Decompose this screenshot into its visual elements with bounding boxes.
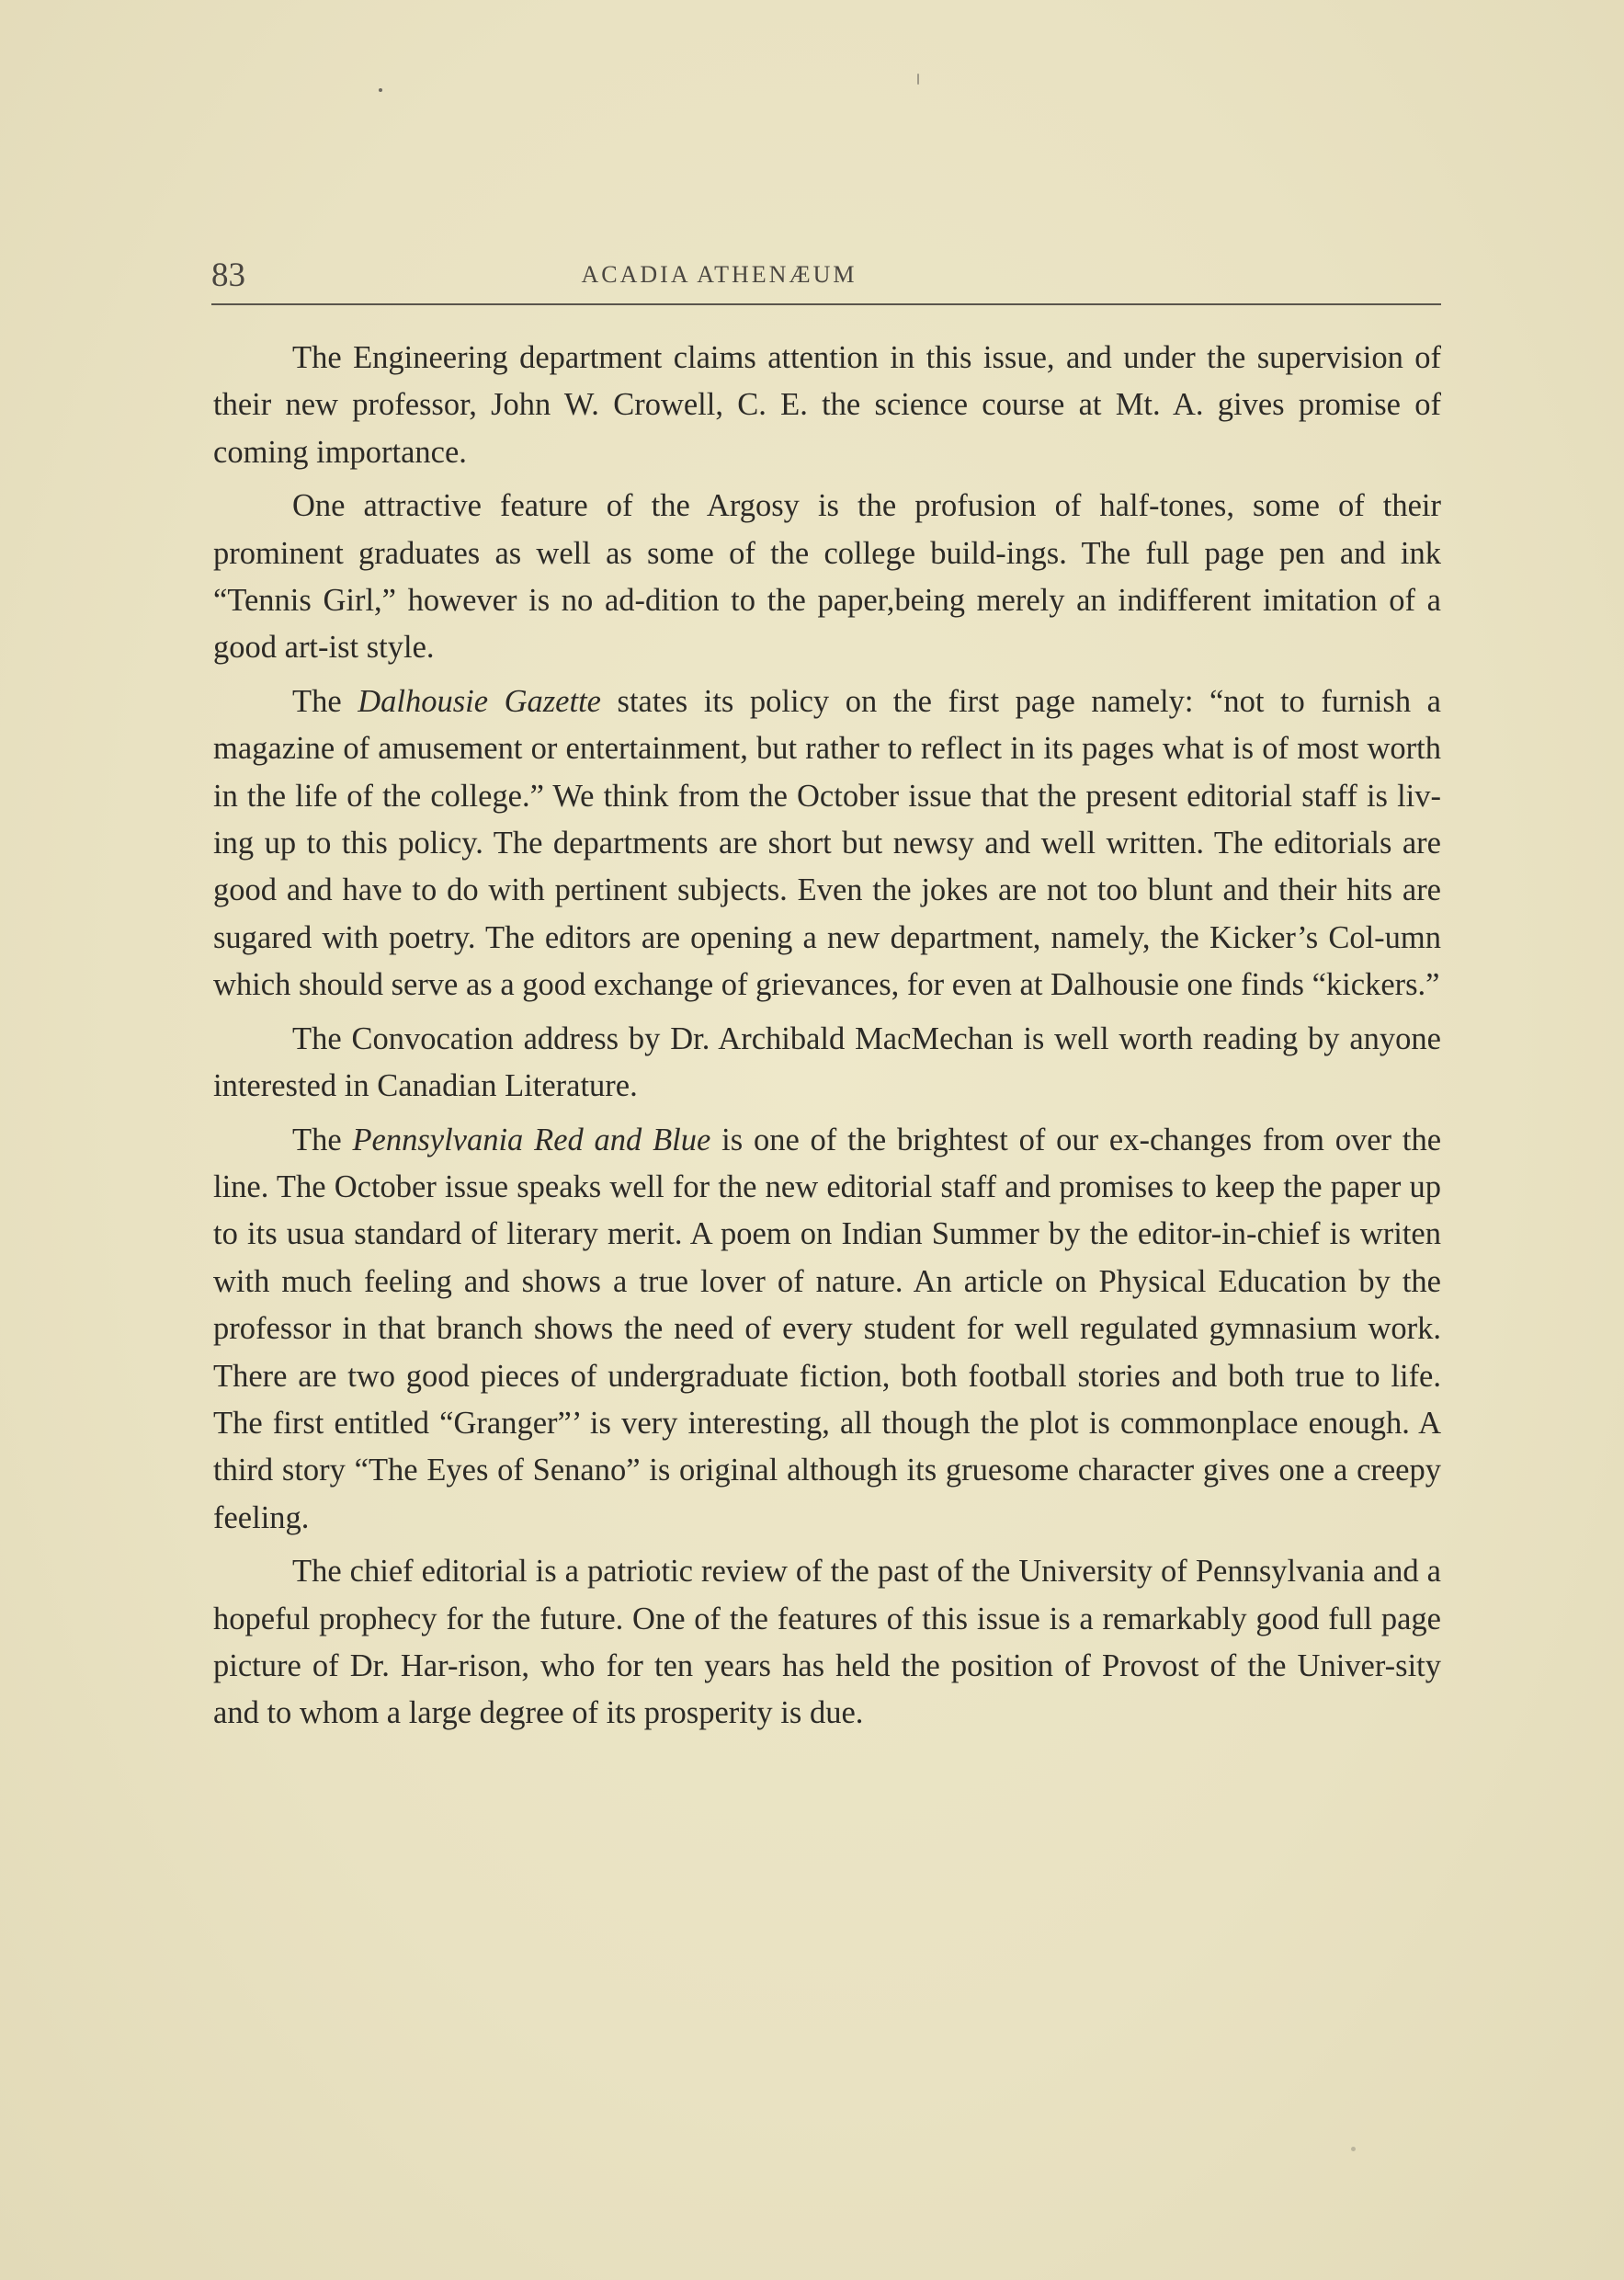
- paper-speck: [917, 74, 919, 85]
- running-head: ACADIA ATHENÆUM: [581, 261, 857, 288]
- paragraph-lead: The: [292, 683, 358, 719]
- header-rule: [211, 303, 1441, 305]
- paragraph-chief-editorial: The chief editorial is a patriotic review of the past of the University of Pennsylvania and a hopeful prophecy for the future. One of the features of this issue is a remarkably good full page picture of Dr. Har-rison, who for ten years has held the position of Provost of the Univer-sity and to whom a large degree of its prosperity is due.: [213, 1554, 1441, 1731]
- paragraph-lead: The: [292, 1122, 353, 1157]
- paper-speck: [379, 88, 382, 92]
- paragraph-text: states its policy on the first page namely: “not to furnish a magazine of amusement or entertainment, but rather to reflect in its pages what is of most worth in the life of the college.” We think from the October issue that the present editorial staff is liv-ing up to this policy. The departments are short but newsy and well written. The editorials are good and have to do with pertinent subjects. Even the jokes are not too blunt and their hits are sugared with poetry. The editors are opening a new department, namely, the Kicker’s Col-umn which should serve as a good exchange of grievances, for even at Dalhousie one finds “kickers.”: [213, 683, 1441, 1003]
- paragraph-text: is one of the brightest of our ex-changes from over the line. The October issue speaks well for the new editorial staff and promises to keep the paper up to its usua standard of literary merit. A poem on Indian Summer by the editor-in-chief is writen with much feeling and shows a true lover of nature. An article on Physical Education by the professor in that branch shows the need of every student for well regulated gymnasium work. There are two good pieces of undergraduate fiction, both football stories and both true to life. The first entitled “Granger”’ is very interesting, all though the plot is commonplace enough. A third story “The Eyes of Senano” is original although its gruesome character gives one a creepy feeling.: [213, 1122, 1442, 1535]
- paragraph-pennsylvania-red-and-blue: [213, 1117, 1441, 1543]
- paper-speck: [1351, 2147, 1356, 2151]
- publication-title: Pennsylvania Red and Blue: [352, 1122, 711, 1157]
- paragraph-convocation: The Convocation address by Dr. Archibald MacMechan is well worth reading by anyone interested in Canadian Literature.: [213, 1020, 1441, 1104]
- paragraph-argosy: One attractive feature of the Argosy is the profusion of half-tones, some of their prominent graduates as well as some of the college build-ings. The full page pen and ink “Tennis Girl,” however is no ad-dition to the paper,being merely an indifferent imitation of a good art-ist style.: [213, 488, 1441, 666]
- paragraph-engineering: The Engineering department claims attention in this issue, and under the supervision of their new professor, John W. Crowell, C. E. the science course at Mt. A. gives promise of coming importance.: [213, 340, 1441, 470]
- page-number: 83: [211, 256, 245, 294]
- page-header: [211, 256, 1438, 292]
- article-body: [213, 335, 1441, 1744]
- paragraph-dalhousie-gazette: [213, 678, 1441, 1009]
- publication-title: Dalhousie Gazette: [358, 683, 601, 719]
